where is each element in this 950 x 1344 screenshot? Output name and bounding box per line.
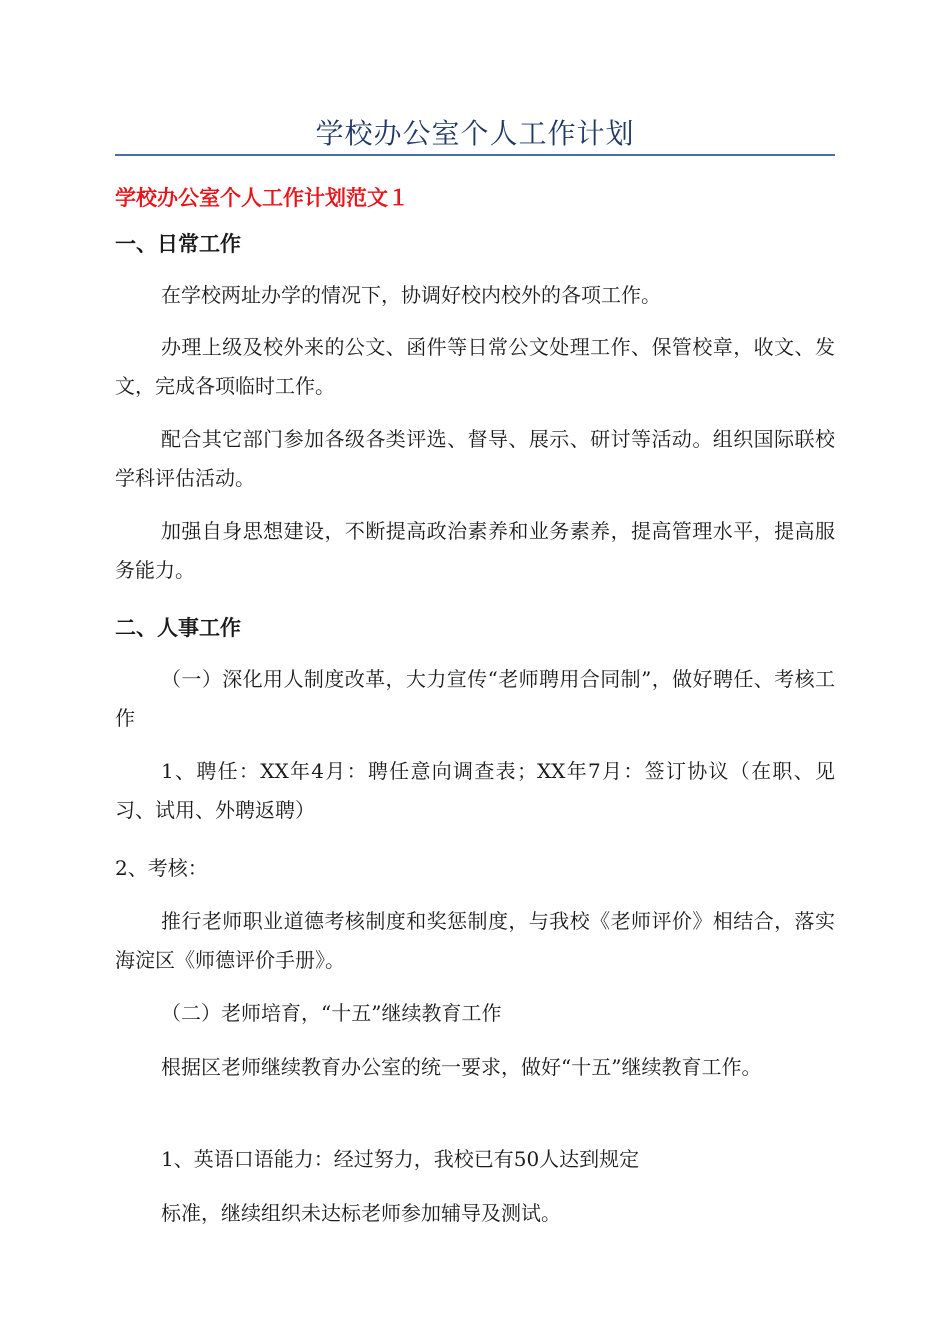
item-label-assessment: 2、考核： [115,856,208,880]
paragraph: （二）老师培育，“十五”继续教育工作 [161,1001,502,1025]
paragraph: 1、英语口语能力：经过努力，我校已有50人达到规定 [161,1147,640,1171]
paragraph: 在学校两址办学的情况下，协调好校内校外的各项工作。 [161,283,661,307]
section-heading-daily-work: 一、日常工作 [115,232,241,256]
title-underline [115,154,835,156]
section-heading-personnel-work: 二、人事工作 [115,616,241,640]
paragraph: 标准，继续组织未达标老师参加辅导及测试。 [161,1201,561,1225]
sample-heading: 学校办公室个人工作计划范文１ [115,186,409,210]
paragraph: 加强自身思想建设，不断提高政治素养和业务素养，提高管理水平，提高服务能力。 [115,519,835,582]
paragraph: 1、聘任：XX年4月：聘任意向调查表；XX年7月：签订协议（在职、见习、试用、外聘返聘） [115,759,835,822]
paragraph: 推行老师职业道德考核制度和奖惩制度，与我校《老师评价》相结合，落实海淀区《师德评价手册》。 [115,909,835,972]
paragraph: 办理上级及校外来的公文、函件等日常公文处理工作、保管校章，收文、发文，完成各项临时工作。 [115,335,835,398]
document-title: 学校办公室个人工作计划 [315,117,635,150]
paragraph: 配合其它部门参加各级各类评选、督导、展示、研讨等活动。组织国际联校学科评估活动。 [115,427,835,490]
paragraph: 根据区老师继续教育办公室的统一要求，做好“十五”继续教育工作。 [161,1055,762,1079]
paragraph: （一）深化用人制度改革，大力宣传“老师聘用合同制”，做好聘任、考核工作 [115,667,835,730]
